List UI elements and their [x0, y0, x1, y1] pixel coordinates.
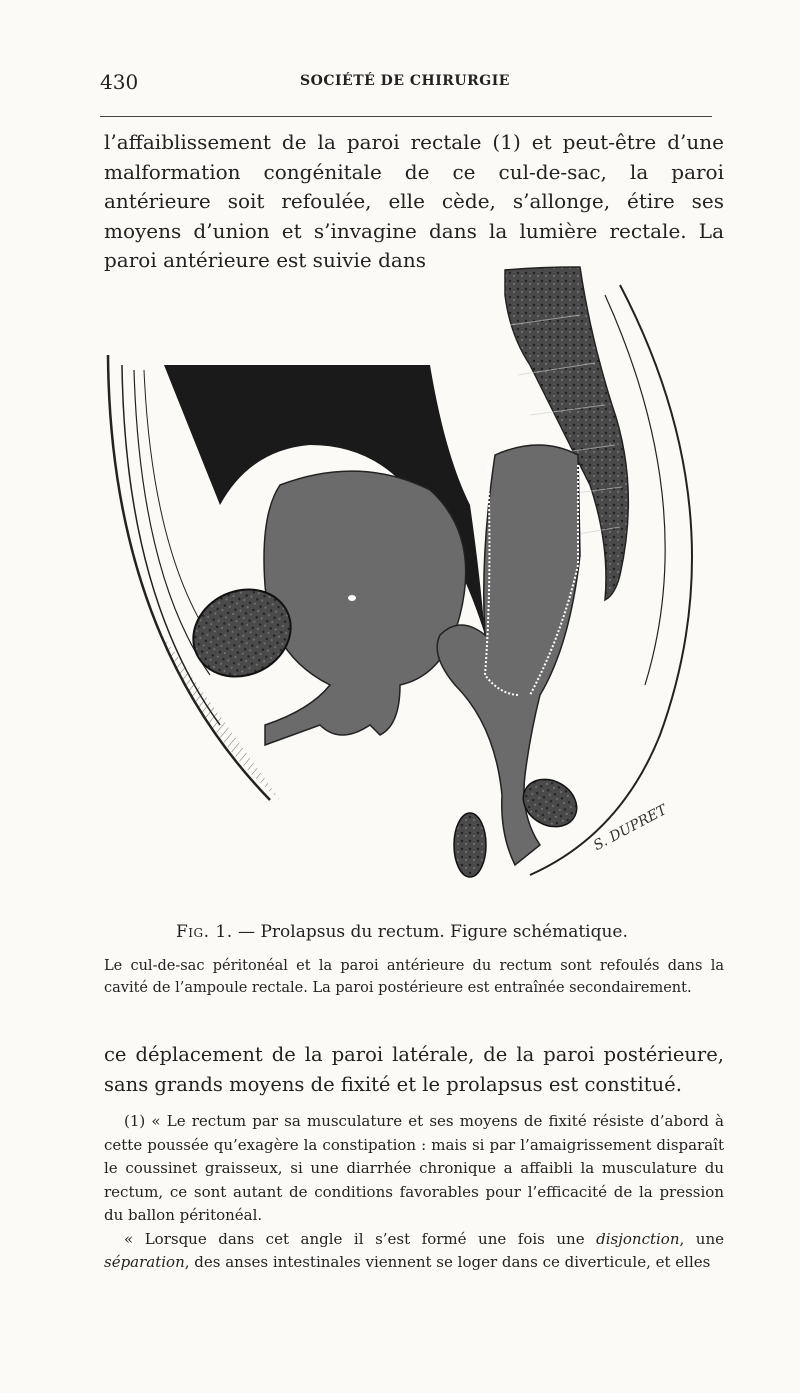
footnote-text: , des anses intestinales viennent se loger dans ce diverticule, et elles	[184, 1253, 711, 1271]
anatomical-drawing	[100, 255, 720, 900]
header-rule	[100, 116, 712, 117]
figure-caption-text: — Prolapsus du rectum. Figure schématique.	[232, 922, 628, 942]
sphincter-left	[454, 813, 486, 877]
bladder-highlight	[348, 595, 356, 601]
paragraph-after-figure: ce déplacement de la paroi latérale, de la paroi postérieure, sans grands moyens de fixité et le prolapsus est constitué.	[104, 1043, 724, 1096]
paragraph-top: l’affaiblissement de la paroi rectale (1) et peut-être d’une malformation congénitale de ce cul-de-sac, la paroi antérieure soit refoulée, elle cède, s’allonge, étire ses moyens d’union et s’invagine dans la lumière rectale. La paroi antérieure est suivie dans	[104, 130, 724, 272]
figure-caption	[176, 922, 628, 942]
page-number: 430	[100, 70, 139, 94]
footnote-emphasis: disjonction	[596, 1229, 680, 1248]
bladder	[264, 471, 466, 745]
footnote-emphasis: séparation	[104, 1253, 185, 1271]
figure-label: Fig. 1.	[176, 922, 233, 942]
footnote-text: , une	[679, 1229, 724, 1248]
footnote-text: « Lorsque dans cet angle il s’est formé une fois une	[124, 1229, 597, 1248]
footnote	[104, 1110, 724, 1275]
page-header	[100, 70, 710, 94]
running-title: SOCIÉTÉ DE CHIRURGIE	[300, 73, 510, 89]
footnote-paragraph-2	[104, 1228, 724, 1275]
figure-legend: Le cul-de-sac péritonéal et la paroi antérieure du rectum sont refoulés dans la cavité de l’ampoule rectale. La paroi postérieure est entraînée secondairement.	[104, 958, 724, 996]
figure-prolapsus-illustration	[100, 255, 720, 900]
illustrator-signature: S. DUPRET	[590, 802, 670, 854]
footnote-paragraph-1: (1) « Le rectum par sa musculature et ses moyens de fixité résiste d’abord à cette poussée qu’exagère la constipation : mais si par l’amaigrissement disparaît le coussinet graisseux, si une diarrhée chronique a affaibli la musculature du rectum, ce sont autant de conditions favorables pour l’efficacité de la pression du ballon péritonéal.	[104, 1112, 724, 1224]
